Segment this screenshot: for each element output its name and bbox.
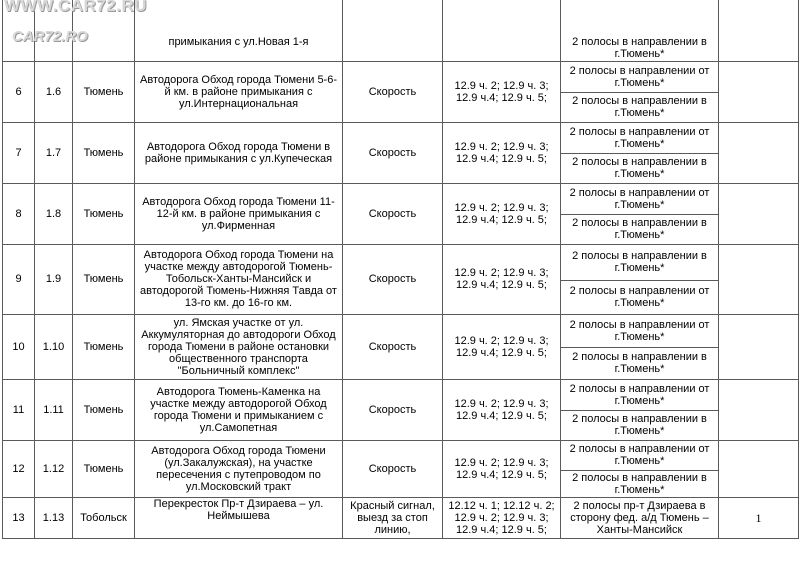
cell-count [719, 314, 799, 379]
cell-num: 8 [3, 183, 35, 244]
cell-articles: 12.12 ч. 1; 12.12 ч. 2; 12.9 ч. 2; 12.9 ч. 3; 12.9 ч.4; 12.9 ч. 5; [443, 497, 561, 538]
cell-location: Автодорога Обход города Тюмени 11-12-й км. в районе примыкания с ул.Фирменная [135, 183, 343, 244]
cell-city: Тобольск [73, 497, 135, 538]
cell-articles: 12.9 ч. 2; 12.9 ч. 3; 12.9 ч.4; 12.9 ч. 5; [443, 314, 561, 379]
cell-direction-1: 2 полосы в направлении от г.Тюмень* [561, 122, 719, 153]
cell-count [719, 379, 799, 440]
cell-direction-2: 2 полосы в направлении в г.Тюмень* [561, 92, 719, 122]
cell-count [719, 61, 799, 122]
table-row [3, 379, 799, 410]
cell-location: Автодорога Обход города Тюмени (ул.Закалужская), на участке пересечения с путепроводом по ул.Московский тракт [135, 440, 343, 497]
cell-direction-2: 2 полосы в направлении в г.Тюмень* [561, 214, 719, 244]
table-row [3, 244, 799, 280]
cell-direction-2: 2 полосы в направлении в г.Тюмень* [561, 347, 719, 379]
cell-direction-2: 2 полосы в направлении в г.Тюмень* [561, 470, 719, 497]
camera-table [2, 0, 799, 539]
table-row [3, 314, 799, 347]
cell-count: 1 [719, 497, 799, 538]
cell-direction-2: 2 полосы в направлении в г.Тюмень* [561, 410, 719, 440]
cell-direction: 2 полосы в направлении в г.Тюмень* [561, 0, 719, 61]
cell-direction-2: 2 полосы в направлении в г.Тюмень* [561, 153, 719, 183]
table-row [3, 440, 799, 470]
cell-num: 6 [3, 61, 35, 122]
cell-city: Тюмень [73, 440, 135, 497]
cell-num: 9 [3, 244, 35, 314]
cell-direction-1: 2 полосы в направлении от г.Тюмень* [561, 61, 719, 92]
cell-location: Автодорога Тюмень-Каменка на участке между автодорогой Обход города Тюмени и примыканием с ул.Самопетная [135, 379, 343, 440]
table-body [3, 0, 799, 538]
cell-code: 1.9 [35, 244, 73, 314]
cell-city: Тюмень [73, 379, 135, 440]
cell-articles: 12.9 ч. 2; 12.9 ч. 3; 12.9 ч.4; 12.9 ч. 5; [443, 379, 561, 440]
cell-articles: 12.9 ч. 2; 12.9 ч. 3; 12.9 ч.4; 12.9 ч. 5; [443, 183, 561, 244]
cell-direction-1: 2 полосы в направлении в г.Тюмень* [561, 244, 719, 280]
table-row [3, 122, 799, 153]
cell-location: Перекресток Пр-т Дзираева – ул. Неймышева [135, 497, 343, 538]
cell-code: 1.10 [35, 314, 73, 379]
cell-articles: 12.9 ч. 2; 12.9 ч. 3; 12.9 ч.4; 12.9 ч. 5; [443, 244, 561, 314]
cell-location: Автодорога Обход города Тюмени 5-6-й км. в районе примыкания с ул.Интернациональная [135, 61, 343, 122]
cell-articles: 12.9 ч. 2; 12.9 ч. 3; 12.9 ч.4; 12.9 ч. 5; [443, 122, 561, 183]
cell-direction: 2 полосы пр-т Дзираева в сторону фед. а/д Тюмень – Ханты-Мансийск [561, 497, 719, 538]
cell-count [719, 0, 799, 61]
table-row [3, 183, 799, 214]
cell-num: 13 [3, 497, 35, 538]
cell-count [719, 244, 799, 314]
cell-location: Автодорога Обход города Тюмени в районе примыкания с ул.Купеческая [135, 122, 343, 183]
cell-city: Тюмень [73, 314, 135, 379]
cell-code: 1.13 [35, 497, 73, 538]
cell-articles: 12.9 ч. 2; 12.9 ч. 3; 12.9 ч.4; 12.9 ч. 5; [443, 440, 561, 497]
table-row-last [3, 497, 799, 538]
cell-articles: 12.9 ч. 2; 12.9 ч. 3; 12.9 ч.4; 12.9 ч. 5; [443, 61, 561, 122]
cell-city: Тюмень [73, 122, 135, 183]
cell-violation: Скорость [343, 440, 443, 497]
cell-location: Автодорога Обход города Тюмени на участке между автодорогой Тюмень-Тобольск-Ханты-Мансийск и автодорогой Тюмень-Нижняя Тавда от 13-го км. до 16-го км. [135, 244, 343, 314]
cell-direction-1: 2 полосы в направлении от г.Тюмень* [561, 440, 719, 470]
cell-articles [443, 0, 561, 61]
cell-location: ул. Ямская участке от ул. Аккумуляторная до автодороги Обход города Тюмени в районе остановки общественного транспорта "Больничный комплекс" [135, 314, 343, 379]
cell-code: 1.8 [35, 183, 73, 244]
cell-direction-2: 2 полосы в направлении от г.Тюмень* [561, 280, 719, 314]
cell-violation [343, 0, 443, 61]
cell-city: Тюмень [73, 61, 135, 122]
cell-num: 11 [3, 379, 35, 440]
watermark-url: WWW.CAR72.RU [4, 0, 147, 15]
cell-violation: Скорость [343, 314, 443, 379]
watermark-logo: CAR72.RO [12, 28, 88, 45]
cell-code: 1.6 [35, 61, 73, 122]
cell-violation: Скорость [343, 244, 443, 314]
cell-count [719, 440, 799, 497]
cell-violation: Скорость [343, 122, 443, 183]
cell-direction-1: 2 полосы в направлении от г.Тюмень* [561, 379, 719, 410]
cell-direction-1: 2 полосы в направлении от г.Тюмень* [561, 183, 719, 214]
cell-violation: Скорость [343, 183, 443, 244]
cell-city: Тюмень [73, 183, 135, 244]
cell-direction-1: 2 полосы в направлении от г.Тюмень* [561, 314, 719, 347]
cell-num: 12 [3, 440, 35, 497]
cell-violation: Красный сигнал, выезд за стоп линию, [343, 497, 443, 538]
cell-code: 1.7 [35, 122, 73, 183]
cell-violation: Скорость [343, 379, 443, 440]
table-row [3, 61, 799, 92]
cell-count [719, 122, 799, 183]
cell-city: Тюмень [73, 244, 135, 314]
cell-location: примыкания с ул.Новая 1-я [135, 0, 343, 61]
cell-num: 10 [3, 314, 35, 379]
cell-count [719, 183, 799, 244]
cell-num: 7 [3, 122, 35, 183]
cell-violation: Скорость [343, 61, 443, 122]
cell-code: 1.11 [35, 379, 73, 440]
cell-code: 1.12 [35, 440, 73, 497]
